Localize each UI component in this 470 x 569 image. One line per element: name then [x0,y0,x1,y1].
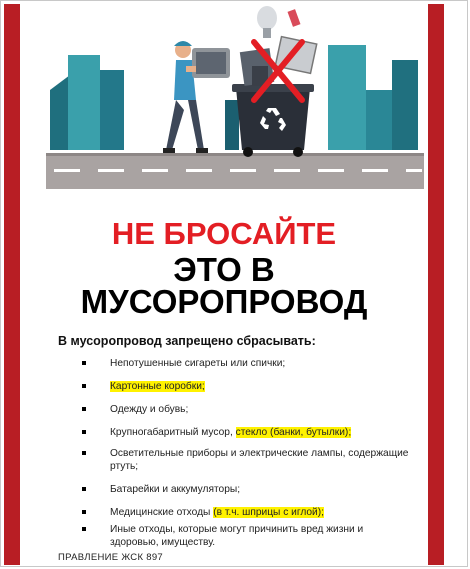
list-item-text: Батарейки и аккумуляторы; [110,484,241,495]
list-item-text-highlighted: стекло (банки, бутылки); [235,427,352,438]
list-item [82,426,412,439]
city-buildings [50,45,418,150]
list-item-text: Одежду и обувь; [110,404,189,415]
list-item-text: Непотушенные сигареты или спички; [110,358,286,369]
list-item-text-highlighted: Картонные коробки; [110,381,205,392]
bullet-icon [82,361,86,365]
list-item [82,447,412,473]
heading-line-2: ЭТО В [173,251,275,288]
list-item-text: Крупногабаритный мусор, [110,427,236,438]
bullet-icon [82,451,86,455]
road [46,153,424,189]
heading-line-1: НЕ БРОСАЙТЕ [111,216,337,251]
right-red-border [428,4,444,565]
prohibited-items-list [82,357,412,549]
list-item [82,523,412,549]
heading-line-3: МУСОРОПРОВОД [80,283,368,320]
list-item [82,483,412,496]
list-item [82,357,412,370]
bullet-icon [82,510,86,514]
rules-lead: В мусоропровод запрещено сбрасывать: [58,334,316,348]
bullet-icon [82,487,86,491]
list-item [82,506,412,519]
list-item-text: Осветительные приборы и электрические лампы, содержащие ртуть; [110,448,409,472]
illustration [20,0,428,205]
left-red-border [4,4,20,565]
footer-signature: ПРАВЛЕНИЕ ЖСК 897 [58,552,163,563]
list-item [82,403,412,416]
list-item-text: Иные отходы, которые могут причинить вред жизни и здоровью, имуществу. [110,524,364,548]
list-item [82,380,412,393]
list-item-text: Медицинские отходы [110,507,214,518]
bullet-icon [82,407,86,411]
person-carrying-tv [163,41,230,153]
list-item-text-highlighted: (в т.ч. шприцы с иглой); [213,507,324,518]
bullet-icon [82,384,86,388]
bullet-icon [82,527,86,531]
bullet-icon [82,430,86,434]
